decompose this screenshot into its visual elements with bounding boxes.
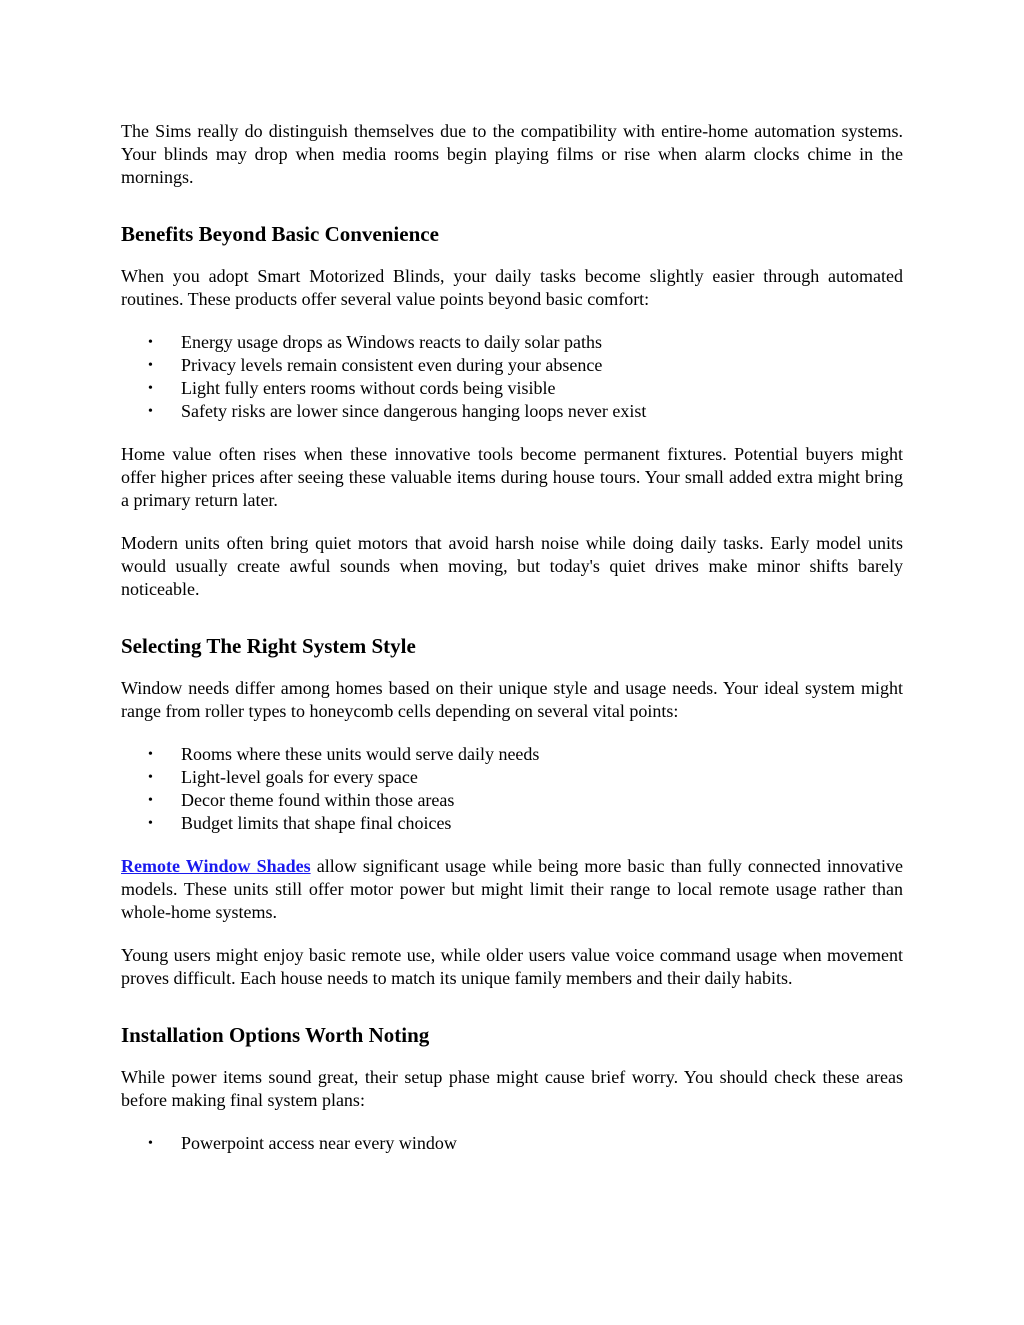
list-item <box>121 743 903 766</box>
bullet-icon: • <box>148 381 153 396</box>
list-item-text: Rooms where these units would serve daily needs <box>181 744 540 764</box>
list-item <box>121 354 903 377</box>
list-item-text: Light-level goals for every space <box>181 767 418 787</box>
section-heading-installation: Installation Options Worth Noting <box>121 1023 430 1047</box>
list-item <box>121 766 903 789</box>
section-heading-benefits: Benefits Beyond Basic Convenience <box>121 222 439 246</box>
intro-paragraph: The Sims really do distinguish themselves due to the compatibility with entire-home automation systems. Your blinds may drop when media rooms begin playing films or rise when alarm clocks chime in the mornings. <box>121 121 903 187</box>
installation-intro-paragraph: While power items sound great, their setup phase might cause brief worry. You should check these areas before making final system plans: <box>121 1067 903 1110</box>
bullet-icon: • <box>148 793 153 808</box>
bullet-icon: • <box>148 404 153 419</box>
list-item-text: Budget limits that shape final choices <box>181 813 452 833</box>
bullet-icon: • <box>148 335 153 350</box>
home-value-paragraph: Home value often rises when these innovative tools become permanent fixtures. Potential buyers might offer higher prices after seeing these valuable items during house tours. Your small added extra might bring a primary return later. <box>121 444 903 510</box>
quiet-motors-paragraph: Modern units often bring quiet motors that avoid harsh noise while doing daily tasks. Early model units would usually create awful sounds when moving, but today's quiet drives make minor shifts barely noticeable. <box>121 533 903 599</box>
list-item <box>121 377 903 400</box>
list-item-text: Powerpoint access near every window <box>181 1133 457 1153</box>
list-item <box>121 331 903 354</box>
bullet-icon: • <box>148 770 153 785</box>
list-item <box>121 1132 903 1155</box>
bullet-icon: • <box>148 358 153 373</box>
remote-window-shades-link[interactable]: Remote Window Shades <box>121 856 311 876</box>
benefits-list <box>121 331 903 423</box>
bullet-icon: • <box>148 747 153 762</box>
list-item-text: Energy usage drops as Windows reacts to daily solar paths <box>181 332 603 352</box>
list-item <box>121 400 903 423</box>
benefits-intro-paragraph: When you adopt Smart Motorized Blinds, your daily tasks become slightly easier through automated routines. These products offer several value points beyond basic comfort: <box>121 266 903 309</box>
remote-shades-paragraph <box>121 855 903 924</box>
remote-shades-text: allow significant usage while being more basic than fully connected innovative models. These units still offer motor power but might limit their range to local remote usage rather than whole-home systems. <box>121 856 903 922</box>
list-item <box>121 789 903 812</box>
users-paragraph: Young users might enjoy basic remote use, while older users value voice command usage when movement proves difficult. Each house needs to match its unique family members and their daily habits. <box>121 945 903 988</box>
installation-list <box>121 1132 903 1155</box>
bullet-icon: • <box>148 816 153 831</box>
list-item-text: Privacy levels remain consistent even during your absence <box>181 355 603 375</box>
bullet-icon: • <box>148 1136 153 1151</box>
system-style-list <box>121 743 903 835</box>
list-item-text: Light fully enters rooms without cords being visible <box>181 378 556 398</box>
section-heading-system-style: Selecting The Right System Style <box>121 634 416 658</box>
list-item-text: Decor theme found within those areas <box>181 790 455 810</box>
system-style-intro-paragraph: Window needs differ among homes based on their unique style and usage needs. Your ideal system might range from roller types to honeycomb cells depending on several vital points: <box>121 678 903 721</box>
list-item-text: Safety risks are lower since dangerous hanging loops never exist <box>181 401 647 421</box>
list-item <box>121 812 903 835</box>
document-page <box>121 120 903 1175</box>
